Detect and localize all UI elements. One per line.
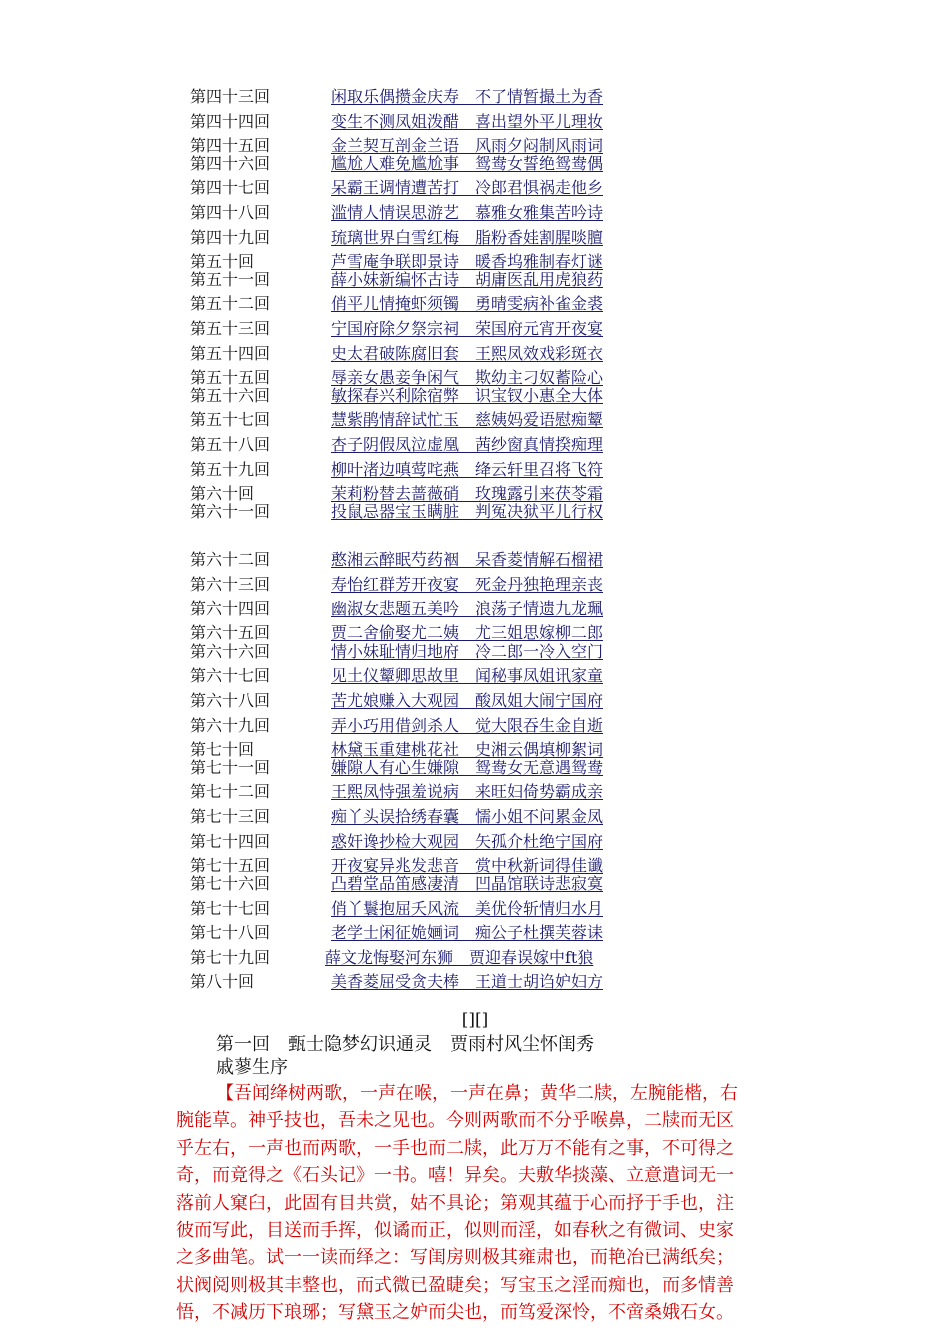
chapter-number: 第五十九回 <box>190 460 271 479</box>
preface-title: 戚蓼生序 <box>216 1057 288 1078</box>
toc-row <box>0 434 950 456</box>
toc-row <box>0 715 950 737</box>
chapter-number: 第五十八回 <box>190 435 271 454</box>
chapter-number: 第六十一回 <box>190 502 271 521</box>
chapter-title-link[interactable]: 辱亲女愚妾争闲气 欺幼主刁奴蓄险心 <box>331 368 604 387</box>
chapter-number: 第七十二回 <box>190 782 271 801</box>
chapter-number: 第五十七回 <box>190 410 271 429</box>
chapter-title-link[interactable]: 宁国府除夕祭宗祠 荣国府元宵开夜宴 <box>331 319 604 338</box>
toc-row <box>0 269 950 291</box>
chapter-number: 第四十三回 <box>190 87 271 106</box>
chapter-title-link[interactable]: 投鼠忌器宝玉瞒脏 判冤决狱平儿行权 <box>331 502 604 521</box>
toc-row <box>0 690 950 712</box>
chapter-title-link[interactable]: 开夜宴异兆发悲音 赏中秋新词得佳谶 <box>331 856 604 875</box>
chapter-title-link[interactable]: 慧紫鹃情辞试忙玉 慈姨妈爱语慰痴颦 <box>331 410 604 429</box>
chapter-title-link[interactable]: 苦尤娘赚入大观园 酸凤姐大闹宁国府 <box>331 691 604 710</box>
chapter-title-link[interactable]: 情小妹耻情归地府 冷二郎一冷入空门 <box>331 642 604 661</box>
chapter-title-link[interactable]: 王熙凤恃强羞说病 来旺妇倚势霸成亲 <box>331 782 604 801</box>
chapter-number: 第七十九回 <box>190 948 271 967</box>
chapter-number: 第四十四回 <box>190 112 271 131</box>
chapter-number: 第六十九回 <box>190 716 271 735</box>
chapter-number: 第六十五回 <box>190 623 271 642</box>
chapter-number: 第五十四回 <box>190 344 271 363</box>
toc-row <box>0 898 950 920</box>
preface-line: 【吾闻绛树两歌，一声在喉，一声在鼻；黄华二牍，左腕能楷，右 <box>216 1083 738 1104</box>
chapter-number: 第四十八回 <box>190 203 271 222</box>
chapter-title-link[interactable]: 惑奸谗抄检大观园 矢孤介杜绝宁国府 <box>331 832 604 851</box>
chapter-title-link[interactable]: 闲取乐偶攒金庆寿 不了情暂撮土为香 <box>331 87 604 106</box>
preface-line: 之多曲笔。试一一读而绎之：写闺房则极其雍肃也，而艳冶已满纸矣； <box>176 1247 734 1269</box>
toc-row <box>0 873 950 895</box>
chapter-title-link[interactable]: 薛文龙悔娶河东狮 贾迎春误嫁中ft狼 <box>325 948 594 967</box>
preface-line: 彼而写此，目送而手挥，似谲而正，似则而淫，如春秋之有微词、史家 <box>176 1220 734 1242</box>
chapter-title-link[interactable]: 金兰契互剖金兰语 风雨夕闷制风雨词 <box>331 136 604 155</box>
chapter-number: 第六十六回 <box>190 642 271 661</box>
chapter-title-link[interactable]: 尴尬人难免尴尬事 鸳鸯女誓绝鸳鸯偶 <box>331 154 604 173</box>
toc-row <box>0 227 950 249</box>
chapter-number: 第四十五回 <box>190 136 271 155</box>
chapter-title-link[interactable]: 幽淑女悲题五美吟 浪荡子情遗九龙珮 <box>331 599 604 618</box>
preface-line: 落前人窠臼，此固有目共赏，姑不具论；第观其蕴于心而抒于手也，注 <box>176 1192 734 1214</box>
chapter-title-link[interactable]: 滥情人情误思游艺 慕雅女雅集苦吟诗 <box>331 203 604 222</box>
toc-row <box>0 549 950 571</box>
toc-row <box>0 409 950 431</box>
toc-row <box>0 177 950 199</box>
chapter-number: 第五十一回 <box>190 270 271 289</box>
chapter-title-link[interactable]: 弄小巧用借剑杀人 觉大限吞生金自逝 <box>331 716 604 735</box>
chapter-number: 第四十六回 <box>190 154 271 173</box>
chapter-title-link[interactable]: 呆霸王调情遭苦打 冷郎君惧祸走他乡 <box>331 178 604 197</box>
chapter-title-link[interactable]: 俏丫鬟抱屈夭风流 美优伶斩情归水月 <box>331 899 604 918</box>
toc-row <box>0 922 950 944</box>
chapter-heading: 第一回 甄士隐梦幻识通灵 贾雨村风尘怀闺秀 <box>216 1034 594 1055</box>
toc-row <box>0 501 950 523</box>
chapter-number: 第七十三回 <box>190 807 271 826</box>
toc-row <box>0 598 950 620</box>
preface-text <box>176 1080 776 1327</box>
toc-row <box>0 947 950 969</box>
chapter-title-link[interactable]: 史太君破陈腐旧套 王熙凤效戏彩斑衣 <box>331 344 604 363</box>
chapter-title-link[interactable]: 敏探春兴利除宿弊 识宝钗小惠全大体 <box>331 386 604 405</box>
preface-line: 腕能草。神乎技也，吾未之见也。今则两歌而不分乎喉鼻，二牍而无区 <box>176 1110 734 1132</box>
toc-row <box>0 202 950 224</box>
chapter-number: 第四十九回 <box>190 228 271 247</box>
chapter-title-link[interactable]: 琉璃世界白雪红梅 脂粉香娃割腥啖膻 <box>331 228 604 247</box>
toc-row <box>0 111 950 133</box>
chapter-title-link[interactable]: 寿怡红群芳开夜宴 死金丹独艳理亲丧 <box>331 575 604 594</box>
chapter-number: 第四十七回 <box>190 178 271 197</box>
toc-row <box>0 318 950 340</box>
chapter-title-link[interactable]: 美香菱屈受贪夫棒 王道士胡诌妒妇方 <box>331 972 604 991</box>
toc-row <box>0 343 950 365</box>
preface-line: 奇，而竟得之《石头记》一书。嘻！异矣。夫敷华掞藻、立意遣词无一 <box>176 1165 734 1187</box>
chapter-number: 第六十八回 <box>190 691 271 710</box>
toc-row <box>0 757 950 779</box>
chapter-number: 第七十一回 <box>190 758 271 777</box>
preface-line: 状阀阅则极其丰整也，而式微已盈睫矣；写宝玉之淫而痴也，而多情善 <box>176 1274 734 1296</box>
chapter-number: 第五十回 <box>190 252 255 271</box>
toc-row <box>0 459 950 481</box>
chapter-number: 第五十二回 <box>190 294 271 313</box>
chapter-title-link[interactable]: 茉莉粉替去蔷薇硝 玫瑰露引来茯苓霜 <box>331 484 604 503</box>
toc-row <box>0 831 950 853</box>
chapter-title-link[interactable]: 杏子阴假凤泣虚凰 茜纱窗真情揆痴理 <box>331 435 604 454</box>
toc-row <box>0 86 950 108</box>
chapter-title-link[interactable]: 痴丫头误拾绣春囊 懦小姐不问累金凤 <box>331 807 604 826</box>
chapter-title-link[interactable]: 变生不测凤姐泼醋 喜出望外平儿理妆 <box>331 112 604 131</box>
chapter-number: 第六十七回 <box>190 666 271 685</box>
chapter-title-link[interactable]: 贾二舍偷娶尤二姨 尤三姐思嫁柳二郎 <box>331 623 604 642</box>
chapter-number: 第五十三回 <box>190 319 271 338</box>
chapter-title-link[interactable]: 林黛玉重建桃花社 史湘云偶填柳絮词 <box>331 740 604 759</box>
toc-row <box>0 641 950 663</box>
preface-line: 乎左右，一声也而两歌，一手也而二牍，此万万不能有之事，不可得之 <box>176 1137 734 1159</box>
toc-row <box>0 781 950 803</box>
chapter-title-link[interactable]: 芦雪庵争联即景诗 暖香坞雅制春灯谜 <box>331 252 604 271</box>
toc-row <box>0 385 950 407</box>
chapter-number: 第七十八回 <box>190 923 271 942</box>
chapter-title-link[interactable]: 憨湘云醉眠芍药裀 呆香菱情解石榴裙 <box>331 550 604 569</box>
chapter-title-link[interactable]: 老学士闲征姽婳词 痴公子杜撰芙蓉诔 <box>331 923 604 942</box>
chapter-title-link[interactable]: 见土仪颦卿思故里 闻秘事凤姐讯家童 <box>331 666 604 685</box>
chapter-number: 第七十四回 <box>190 832 271 851</box>
chapter-number: 第七十六回 <box>190 874 271 893</box>
chapter-title-link[interactable]: 凸碧堂品笛感凄清 凹晶馆联诗悲寂寞 <box>331 874 604 893</box>
chapter-number: 第六十四回 <box>190 599 271 618</box>
chapter-number: 第六十二回 <box>190 550 271 569</box>
toc-row <box>0 971 950 993</box>
toc-row <box>0 806 950 828</box>
chapter-number: 第七十五回 <box>190 856 271 875</box>
chapter-number: 第六十回 <box>190 484 255 503</box>
toc-row <box>0 153 950 175</box>
toc-row <box>0 293 950 315</box>
page-marker: [][] <box>461 1010 489 1030</box>
chapter-number: 第六十三回 <box>190 575 271 594</box>
chapter-title-link[interactable]: 柳叶渚边嗔莺咤燕 绛云轩里召将飞符 <box>331 460 604 479</box>
chapter-title-link[interactable]: 薛小妹新编怀古诗 胡庸医乱用虎狼药 <box>331 270 604 289</box>
preface-line: 悟，不减历下琅琊；写黛玉之妒而尖也，而笃爱深怜，不啻桑娥石女。 <box>176 1302 734 1324</box>
chapter-number: 第五十五回 <box>190 368 271 387</box>
toc-row <box>0 574 950 596</box>
chapter-number: 第八十回 <box>190 972 255 991</box>
toc-row <box>0 665 950 687</box>
chapter-number: 第七十七回 <box>190 899 271 918</box>
chapter-number: 第五十六回 <box>190 386 271 405</box>
chapter-title-link[interactable]: 嫌隙人有心生嫌隙 鸳鸯女无意遇鸳鸯 <box>331 758 604 777</box>
chapter-number: 第七十回 <box>190 740 255 759</box>
chapter-title-link[interactable]: 俏平儿情掩虾须镯 勇晴雯病补雀金裘 <box>331 294 604 313</box>
